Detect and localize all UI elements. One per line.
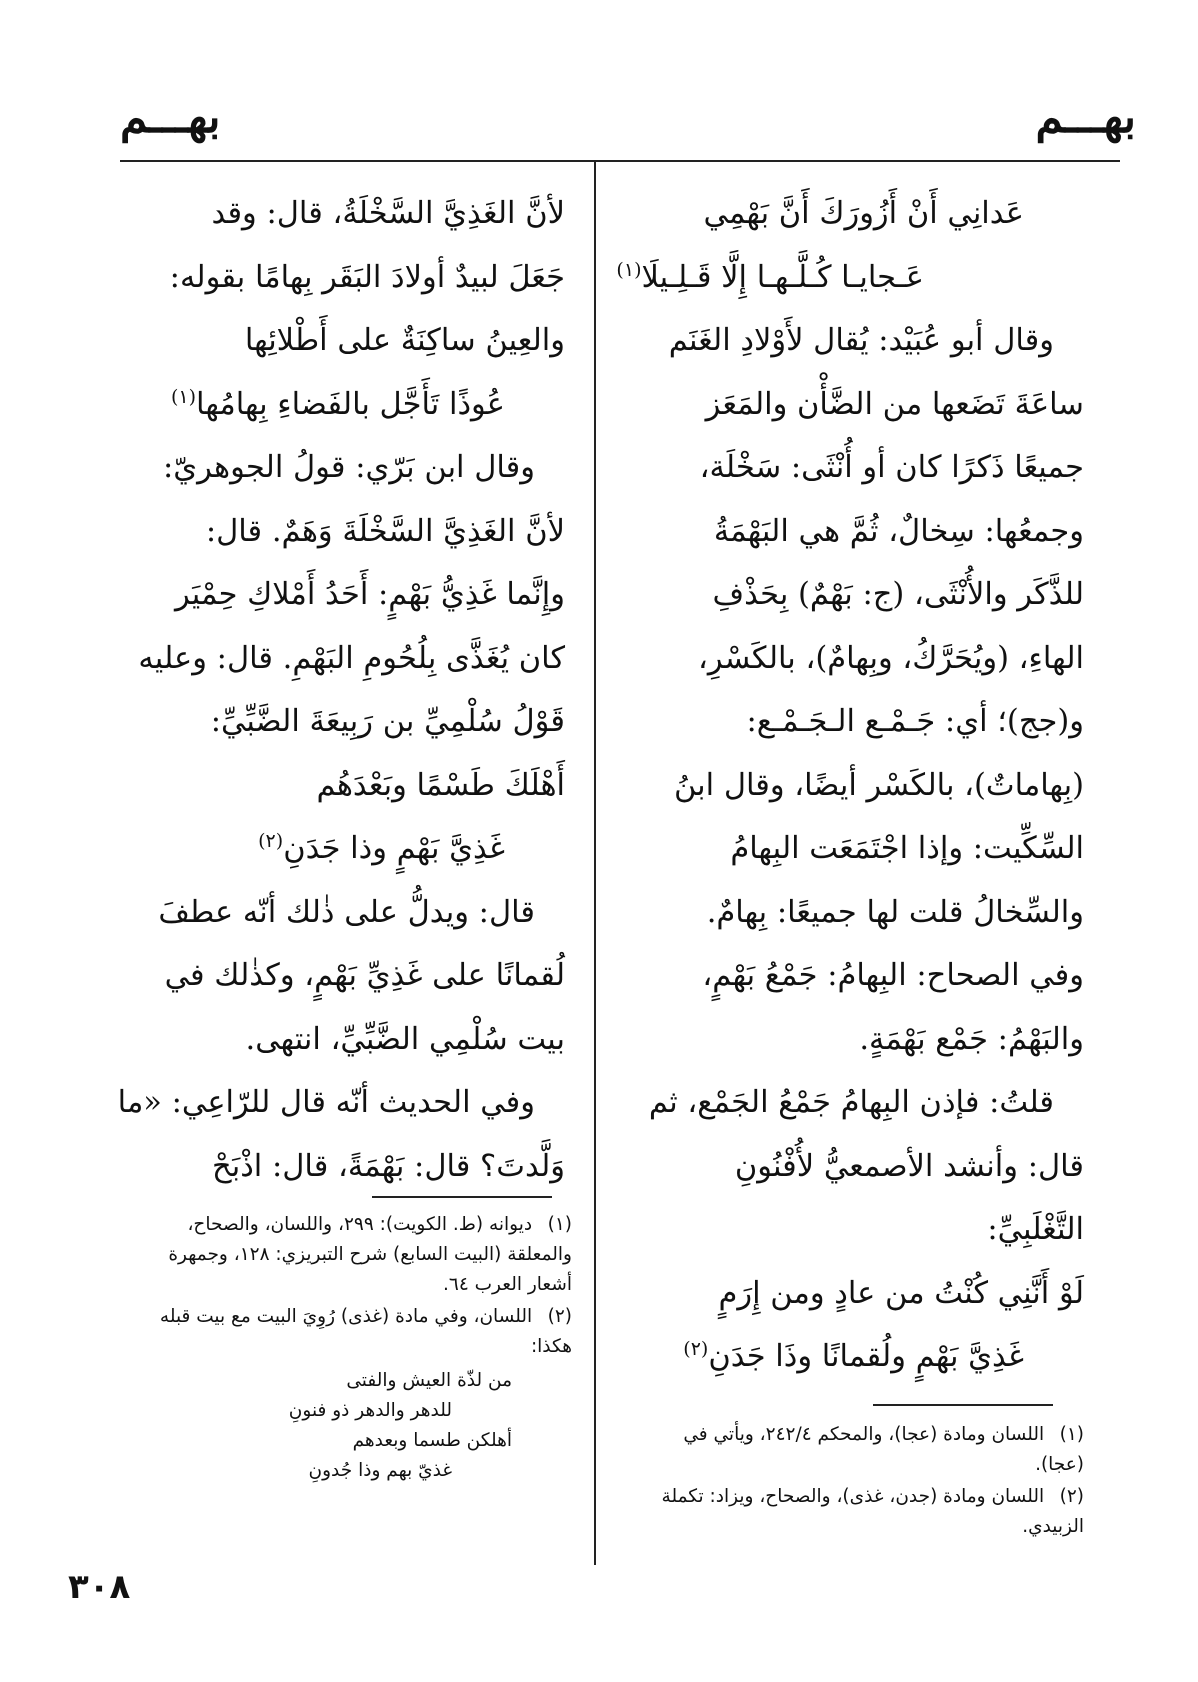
text-line: والبَهْمُ: جَمْع بَهْمَةٍ.: [859, 1021, 1084, 1057]
footnote-rule-right: [873, 1404, 1053, 1406]
footnote: [644, 1420, 1084, 1480]
text-line: غَذِيَّ بَهْمٍ وذا جَدَنِ$^{(٢)}$: [258, 829, 505, 866]
text-line: السِّكِّيت: وإذا اجْتَمَعَت البِهامُ: [730, 831, 1084, 866]
footnote-poem: [120, 1366, 572, 1486]
text-line: عَـجايـا كُـلَّـهـا إِلَّا قَـلِـيلَا$^{(١)}$: [616, 258, 924, 295]
footnotes-left: [120, 1210, 572, 1486]
footnotes-right: [644, 1420, 1084, 1544]
text-line: وفي الصحاح: البِهامُ: جَمْعُ بَهْمٍ،: [702, 958, 1084, 993]
text-line: قال: ويدلُّ على ذٰلك أنّه عطفَ: [158, 894, 535, 930]
column-divider: [594, 160, 596, 1565]
text-line: جَعَلَ لبيدٌ أولادَ البَقَر بِهامًا بقوله:: [169, 259, 565, 295]
text-line: الهاءِ، (ويُحَرَّكُ، وبِهامٌ)، بالكَسْرِ،: [697, 640, 1084, 676]
text-line: جميعًا ذَكرًا كان أو أُنْثَى: سَخْلَة،: [699, 450, 1084, 485]
right-column: [616, 182, 1084, 1389]
text-line: التَّغْلَبِيِّ:: [987, 1212, 1084, 1247]
text-line: والسِّخالُ قلت لها جميعًا: بِهامٌ.: [706, 894, 1084, 930]
poem-line: أهلكن طسما وبعدهم: [352, 1430, 512, 1451]
footnote-marker: (١): [616, 258, 642, 281]
text-line: قلتُ: فإذن البِهامُ جَمْعُ الجَمْع، ثم: [648, 1085, 1054, 1120]
text-line: وفي الحديث أنّه قال للرّاعِي: «ما: [117, 1085, 535, 1120]
footnote-number: (٢): [1059, 1486, 1084, 1507]
footnote-text: اللسان، وفي مادة (غذى) رُوِيَ البيت مع بيت قبله هكذا:: [159, 1306, 572, 1357]
footnote-number: (١): [547, 1214, 572, 1235]
left-column: [117, 182, 565, 1198]
text-line: قَوْلُ سُلْمِيِّ بن رَبِيعَةَ الضَّبِّيِّ:: [210, 704, 565, 739]
poem-line: غذيّ بهم وذا جُدونِ: [308, 1460, 452, 1481]
text-line: أَهْلَكَ طَسْمًا وبَعْدَهُم: [316, 767, 565, 803]
poem-line: للدهر والدهر ذو فنونِ: [288, 1400, 452, 1421]
text-line: ساعَةَ تَضَعها من الضَّأْن والمَعَز: [705, 386, 1084, 422]
text-line: عَدانِي أَنْ أَزُورَكَ أَنَّ بَهْمِي: [703, 196, 1024, 231]
text-line: لُقمانًا على غَذِيِّ بَهْمٍ، وكذٰلك في: [164, 958, 565, 993]
text-line: قال: وأنشد الأصمعيُّ لأُفْنُونِ: [734, 1148, 1084, 1184]
text-line: (بِهاماتٌ)، بالكَسْر أيضًا، وقال ابنُ: [673, 767, 1084, 803]
text-line: والعِينُ ساكِنَةٌ على أَطْلائِها: [244, 323, 565, 358]
text-line: كان يُغَذَّى بِلُحُومِ البَهْمِ. قال: وعليه: [138, 640, 565, 676]
text-line: غَذِيَّ بَهْمٍ ولُقمانًا وذَا جَدَنِ$^{(٢)}$: [683, 1337, 1024, 1374]
footnote-number: (١): [1059, 1424, 1084, 1445]
footnote-text: ديوانه (ط. الكويت): ٢٩٩، واللسان، والصحاح، والمعلقة (البيت السابع) شرح التبريزي: ١٢٨، وجمهرة أشعار العرب ٦٤.: [168, 1214, 572, 1295]
footnote-text: اللسان ومادة (جدن، غذى)، والصحاح، ويزاد: تكملة الزبيدي.: [661, 1486, 1084, 1537]
header-rule: [120, 160, 1120, 162]
text-line: وَلَّدتَ؟ قال: بَهْمَةً، قال: اذْبَحْ: [212, 1148, 565, 1184]
footnote-number: (٢): [547, 1306, 572, 1327]
footnote-marker: (٢): [683, 1337, 709, 1360]
text-line: وجمعُها: سِخالٌ، ثُمَّ هي البَهْمَةُ: [713, 513, 1084, 549]
footnote: [120, 1302, 572, 1362]
text-line: لأنَّ الغَذِيَّ السَّخْلَةَ وَهَمٌ. قال:: [205, 513, 565, 549]
footnote-marker: (١): [170, 385, 197, 408]
text-line: و(جج)؛ أي: جَـمْـع الـجَـمْـع:: [746, 704, 1084, 739]
footnote: [644, 1482, 1084, 1542]
footnote-marker: (٢): [258, 829, 284, 852]
text-line: بيت سُلْمِي الضَّبِّيِّ، انتهى.: [245, 1021, 565, 1057]
header-left-word: بهـــم: [120, 92, 221, 143]
text-line: وقال أبو عُبَيْد: يُقال لأَوْلادِ الغَنَم: [668, 323, 1054, 358]
header-right-word: بهـــم: [1035, 92, 1136, 143]
poem-line: من لذّة العيش والفتى: [346, 1370, 512, 1391]
text-line: وقال ابن بَرّي: قولُ الجوهريّ:: [163, 450, 535, 485]
page-number: ٣٠٨: [68, 1567, 131, 1607]
text-line: لأنَّ الغَذِيَّ السَّخْلَةُ، قال: وقد: [211, 196, 565, 231]
text-line: للذَّكَر والأُنْثَى، (ج: بَهْمٌ) بِحَذْفِ: [712, 577, 1084, 612]
text-line: لَوْ أَنَّنِي كُنْتُ من عادٍ ومن إِرَمٍ: [718, 1275, 1084, 1311]
footnote-rule-left: [372, 1196, 552, 1198]
text-line: عُوذًا تَأَجَّل بالفَضاءِ بِهامُها$^{(١)}$: [170, 385, 505, 422]
footnote: [120, 1210, 572, 1300]
footnote-text: اللسان ومادة (عجا)، والمحكم ٢٤٢/٤، ويأتي في (عجا).: [683, 1424, 1084, 1475]
text-line: وإِنَّما غَذِيُّ بَهْمٍ: أَحَدُ أَمْلاكِ حِمْيَر: [174, 577, 565, 612]
